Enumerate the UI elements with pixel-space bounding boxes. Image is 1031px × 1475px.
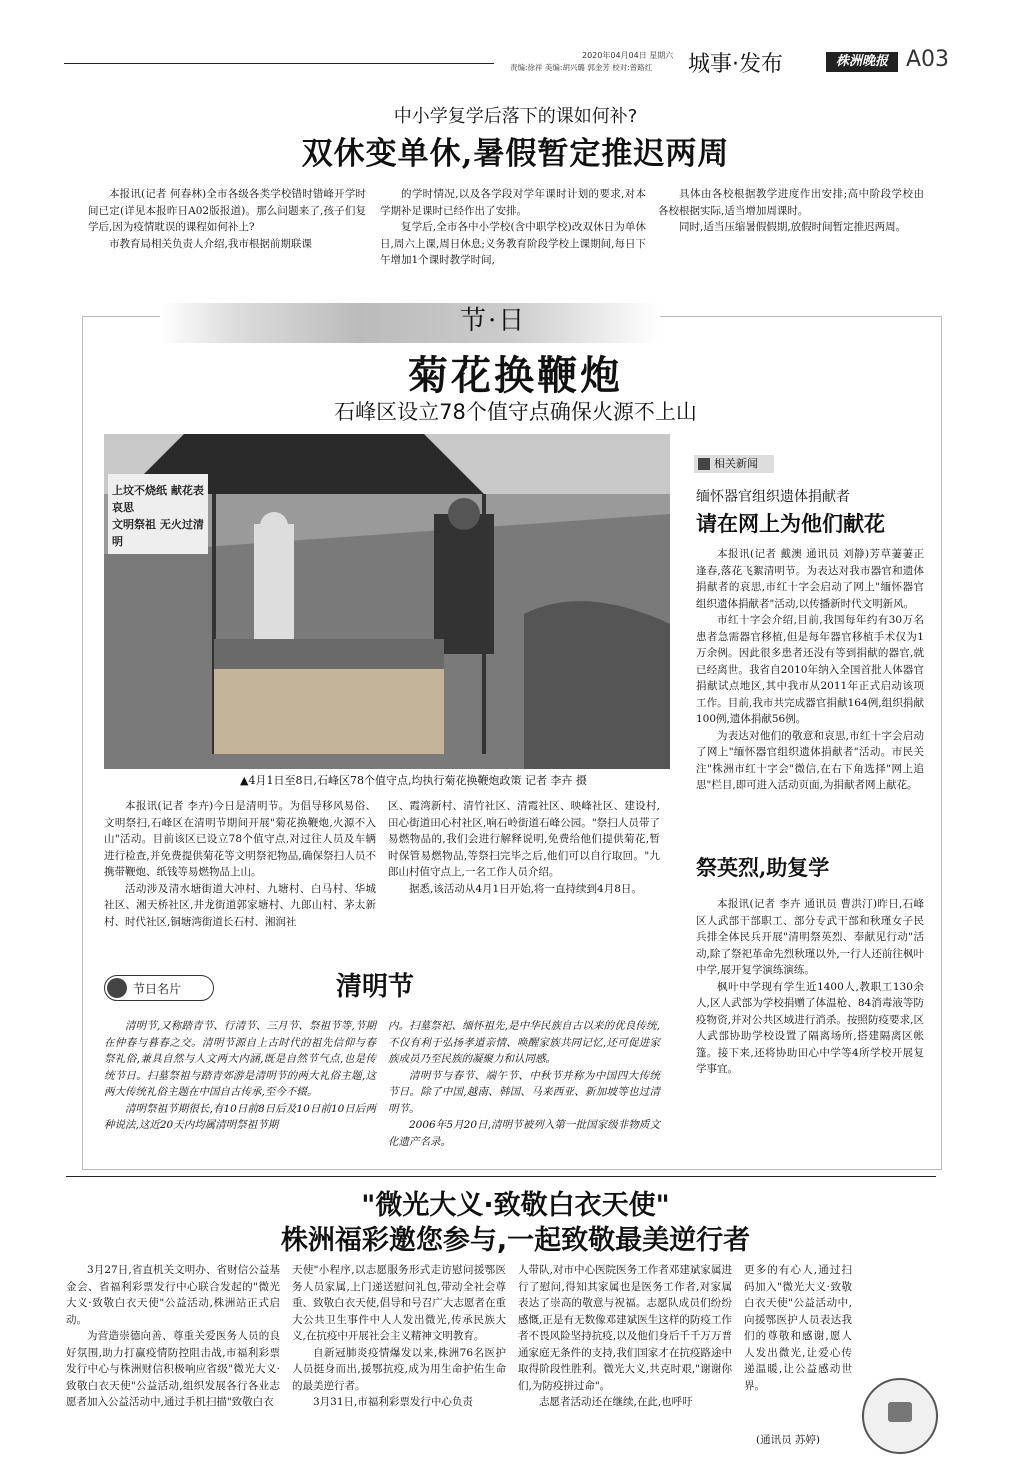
header-date: 2020年04月04日 星期六 <box>582 51 674 60</box>
article3-title-1: "微光大义·致敬白衣天使" <box>361 1190 670 1221</box>
story1-title: 请在网上为他们献花 <box>696 511 885 536</box>
article1-column-3 <box>658 186 924 236</box>
article3-column-3 <box>518 1262 732 1411</box>
festival-title: 菊花换鞭炮 <box>408 353 623 399</box>
section-name: 城事·发布 <box>688 52 783 77</box>
paragraph: 自新冠肺炎疫情爆发以来,株洲76名医护人员挺身而出,援鄂抗疫,成为用生命护佑生命的最美逆行者。 <box>292 1346 506 1392</box>
news-photo <box>104 434 670 769</box>
article3-title-2: 株洲福彩邀您参与,一起致敬最美逆行者 <box>280 1225 751 1256</box>
festival-subtitle: 石峰区设立78个值守点确保火源不上山 <box>334 400 697 424</box>
festival-column-1 <box>104 798 376 930</box>
paragraph: 为表达对他们的敬意和哀思,市红十字会启动了网上"缅怀器官组织遗体捐献者"活动。市民关注"株洲市红十字会"微信,在右下角选择"网上追思"栏目,即可进入活动页面,为捐献者网上献花。 <box>696 729 924 791</box>
paragraph: 清明祭祖节期很长,有10日前8日后及10日前10日后两种说法,这近20天内均属清明祭祖节期 <box>104 1102 376 1131</box>
paragraph: 本报讯(记者 何春林)全市各级各类学校错时错峰开学时间已定(详见本报昨日A02版报道)。那么问题来了,孩子们复学后,因为疫情耽误的课程如何补上? <box>88 188 366 233</box>
story2-body <box>696 896 924 1078</box>
article3-byline: (通讯员 苏婷) <box>756 1434 821 1446</box>
paragraph: 本报讯(记者 李卉 通讯员 曹洪汀)昨日,石峰区人武部干部职工、部分专武干部和秋瑾女子民兵排全体民兵开展"清明祭英烈、奉献见行动"活动,除了祭祀革命先烈秋瑾以外,一行人还前往枫叶中学,展开复学演练演练。 <box>696 898 924 976</box>
paragraph: 活动涉及清水塘街道大冲村、九塘村、白马村、华城社区、湘天桥社区,井龙街道郭家塘村、九郎山村、茅太新村、时代社区,铜塘湾街道长石村、湘润社 <box>104 882 376 928</box>
page-number: A03 <box>906 47 950 72</box>
paragraph: 同时,适当压缩暑假假期,放假时间暂定推迟两周。 <box>679 221 907 233</box>
paragraph: 据悉,该活动从4月1日开始,将一直持续到4月8日。 <box>409 882 642 895</box>
section-divider <box>66 1176 936 1177</box>
badge-label: 节日名片 <box>133 982 182 996</box>
paragraph: 枫叶中学现有学生近1400人,教职工130余人,区人武部为学校捐赠了体温枪、84消毒液等防疫物资,并对公共区域进行消杀。按照防疫要求,区人武部协助学校设置了隔离场所,搭建隔离区帐篷。接下来,还将协助田心中学等4所学校开展复学事宜。 <box>696 980 924 1075</box>
festival-column-2 <box>388 798 660 897</box>
paragraph: 的学时情况,以及各学段对学年课时计划的要求,对本学期补足课时已经作出了安排。 <box>380 188 646 217</box>
paragraph: 为营造崇德向善、尊重关爱医务人员的良好氛围,助力打赢疫情防控阻击战,市福利彩票发行中心与株洲财信积极响应省级"微光大义·致敬白衣天使"公益活动,组织发展各行各业志愿者加入公益活动中,通过手机扫描"致敬白衣 <box>66 1330 280 1408</box>
article1-subtitle: 中小学复学后落下的课如何补? <box>393 106 638 127</box>
paragraph: 3月27日,省直机关文明办、省财信公益基金会、省福利彩票发行中心联合发起的"微光大义·致敬白衣天使"公益活动,株洲站正式启动。 <box>66 1264 280 1326</box>
article1-title: 双休变单休,暑假暂定推迟两周 <box>301 136 730 172</box>
paragraph: 复学后,全市各中小学校(含中职学校)改双休日为单休日,周六上课,周日休息;义务教育阶段学校上课期间,每日下午增加1个课时教学时间, <box>380 221 646 266</box>
paragraph: 内。扫墓祭祀、缅怀祖先,是中华民族自古以来的优良传统,不仅有利于弘扬孝道亲情、唤醒家族共同记忆,还可促进家族成员乃至民族的凝聚力和认同感。 <box>388 1020 660 1065</box>
header-rule <box>64 63 494 64</box>
newspaper-logo: 株洲晚报 <box>826 52 898 72</box>
festival-banner-landscape <box>160 303 660 343</box>
photo-caption: ▲4月1日至8日,石峰区78个值守点,均执行菊花换鞭炮政策 记者 李卉 摄 <box>240 774 587 787</box>
paragraph: 本报讯(记者 李卉)今日是清明节。为倡导移风易俗、文明祭扫,石峰区在清明节期间开展"菊花换鞭炮,火源不入山"活动。目前该区已设立78个值守点,对过往人员及车辆进行检查,并免费提供菊花等文明祭祀物品,确保祭扫人员不携带鞭炮、纸钱等易燃物品上山。 <box>104 800 376 878</box>
qingming-title: 清明节 <box>336 972 415 1002</box>
article3-column-1 <box>66 1262 280 1411</box>
photo-banner-text: 上坟不烧纸 献花表哀思 文明祭祖 无火过清明 <box>112 484 204 548</box>
lottery-seal-image <box>862 1378 938 1454</box>
festival-banner-label: 节·日 <box>460 306 527 336</box>
paragraph: 区、霞湾新村、清竹社区、清霞社区、映峰社区、建设村,田心街道田心村社区,响石岭街道石峰公园。"祭扫人员带了易燃物品的,我们会进行解释说明,免费给他们提供菊花,暂时保管易燃物品,等祭扫完毕之后,他们可以自行取回。"九郎山村值守点上,一名工作人员介绍。 <box>388 800 660 878</box>
article1-column-1 <box>88 186 366 252</box>
paragraph: 本报讯(记者 戴澳 通讯员 刘静)芳草萋萋正逢春,落花飞絮清明节。为表达对我市器官和遗体捐献者的哀思,市红十字会启动了网上"缅怀器官组织遗体捐献者"活动,以传播新时代文明新风。 <box>696 548 924 610</box>
paragraph: 清明节,又称踏青节、行清节、三月节、祭祖节等,节期在仲春与暮春之交。清明节源自上古时代的祖先信仰与春祭礼俗,兼具自然与人文两大内涵,既是自然节气点,也是传统节日。扫墓祭祖与踏青郊游是清明节的两大礼俗主题,这两大传统礼俗主题在中国自古传承,至今不辍。 <box>104 1020 376 1098</box>
story1-body <box>696 546 924 794</box>
paragraph: 市红十字会介绍,目前,我国每年约有30万名患者急需器官移植,但是每年器官移植手术仅为1万余例。因此很多患者还没有等到捐献的器官,就已经离世。我省自2010年纳入全国首批人体器官捐献试点地区,其中我市从2011年正式启动该项工作。目前,我市共完成器官捐献164例,组织捐献100例,遗体捐献56例。 <box>696 614 924 725</box>
paragraph: 具体由各校根据教学进度作出安排;高中阶段学校由各校根据实际,适当增加周课时。 <box>658 188 924 217</box>
paragraph: 3月31日,市福利彩票发行中心负责 <box>313 1396 473 1408</box>
paragraph: 市教育局相关负责人介绍,我市根据前期联课 <box>109 237 312 250</box>
paragraph: 人带队,对市中心医院医务工作者邓建斌家属进行了慰问,得知其家属也是医务工作者,对家属表达了崇高的敬意与祝福。志愿队成员们纷纷感慨,正是有无数像邓建斌医生这样的防疫工作者不畏风险坚持抗疫,以及他们身后千千万万普通家庭无条件的支持,我们国家才在抗疫路途中取得阶段性胜利。微光大义,共克时艰,"谢谢你们,为防疫拼过命"。 <box>518 1264 732 1392</box>
related-news-tag: 相关新闻 <box>694 455 774 473</box>
article3-column-2 <box>292 1262 506 1411</box>
festival-card-badge <box>104 975 214 1001</box>
paragraph: 志愿者活动还在继续,在此,也呼吁 <box>539 1396 693 1408</box>
paragraph: 清明节与春节、端午节、中秋节并称为中国四大传统节日。除了中国,越南、韩国、马来西亚、新加坡等也过清明节。 <box>388 1069 660 1115</box>
paragraph: 天使"小程序,以志愿服务形式走访慰问援鄂医务人员家属,上门递送慰问礼包,带动全社会尊重、致敬白衣天使,倡导和号召广大志愿者在重大公共卫生事件中人人发出微光,传承民族大义,在抗疫中开展社会主义精神文明教育。 <box>292 1264 506 1342</box>
qingming-column-2 <box>388 1018 660 1150</box>
article3-column-4 <box>744 1262 852 1394</box>
paragraph: 更多的有心人,通过扫码加入"微光大义·致敬白衣天使"公益活动中,向援鄂医护人员表达我们的尊敬和感谢,愿人人发出微光,让爱心传递温暖,让公益感动世界。 <box>744 1264 852 1392</box>
story1-kicker: 缅怀器官组织遗体捐献者 <box>696 489 850 505</box>
header-editors: 责编:徐祥 美编:胡兴璐 郭金芳 校对:曾路红 <box>510 63 653 72</box>
story2-title: 祭英烈,助复学 <box>696 855 830 880</box>
qingming-column-1 <box>104 1018 376 1134</box>
article1-column-2 <box>380 186 646 269</box>
paragraph: 2006年5月20日,清明节被列入第一批国家级非物质文化遗产名录。 <box>388 1119 660 1148</box>
